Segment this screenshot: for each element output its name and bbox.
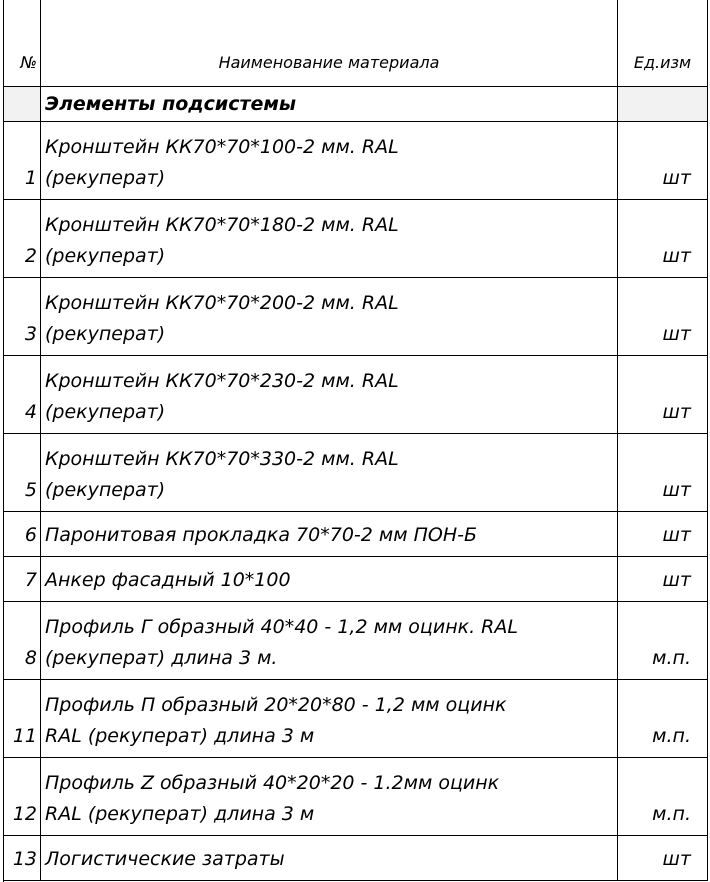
row-unit[interactable]: шт (618, 278, 708, 356)
row-name-line2: RAL (рекуперат) длина 3 м (45, 803, 315, 825)
row-name-line1: Кронштейн КК70*70*330-2 мм. RAL (45, 448, 399, 470)
row-name-line2: (рекуперат) (45, 323, 166, 345)
row-unit[interactable]: шт (618, 512, 708, 557)
row-num[interactable]: 4 (4, 356, 41, 434)
row-num[interactable]: 6 (4, 512, 41, 557)
row-unit[interactable]: шт (618, 200, 708, 278)
row-name[interactable] (41, 602, 618, 680)
grid-line-tail (3, 874, 4, 882)
row-unit[interactable]: шт (618, 557, 708, 602)
row-name[interactable]: Анкер фасадный 10*100 (41, 557, 618, 602)
row-unit[interactable]: шт (618, 356, 708, 434)
row-name[interactable] (41, 278, 618, 356)
row-name-line2: RAL (рекуперат) длина 3 м (45, 725, 315, 747)
row-name[interactable] (41, 758, 618, 836)
row-name-line2: (рекуперат) (45, 401, 166, 423)
table-row (4, 200, 708, 278)
row-name[interactable]: Паронитовая прокладка 70*70-2 мм ПОН-Б (41, 512, 618, 557)
row-name-line1: Профиль П образный 20*20*80 - 1,2 мм оцинк (45, 694, 507, 716)
header-row (4, 0, 708, 87)
row-unit[interactable]: м.п. (618, 758, 708, 836)
row-name[interactable]: Логистические затраты (41, 836, 618, 881)
row-name-line1: Профиль Z образный 40*20*20 - 1.2мм оцинк (45, 772, 500, 794)
table-row (4, 122, 708, 200)
row-unit[interactable]: шт (618, 836, 708, 881)
row-num[interactable]: 8 (4, 602, 41, 680)
table-row (4, 434, 708, 512)
row-num[interactable]: 5 (4, 434, 41, 512)
header-name[interactable]: Наименование материала (41, 0, 618, 87)
table-row (4, 836, 708, 881)
row-name-line2: (рекуперат) (45, 245, 166, 267)
table-row (4, 356, 708, 434)
row-name[interactable] (41, 680, 618, 758)
table-row (4, 512, 708, 557)
row-name-line1: Профиль Г образный 40*40 - 1,2 мм оцинк. RAL (45, 616, 518, 638)
table-row (4, 557, 708, 602)
section-title[interactable]: Элементы подсистемы (41, 87, 618, 122)
row-num[interactable]: 1 (4, 122, 41, 200)
row-name[interactable] (41, 122, 618, 200)
row-num[interactable]: 11 (4, 680, 41, 758)
row-unit[interactable]: м.п. (618, 680, 708, 758)
row-name-line2: (рекуперат) (45, 167, 166, 189)
header-unit[interactable]: Ед.изм (618, 0, 708, 87)
row-num[interactable]: 13 (4, 836, 41, 881)
row-name-line2: (рекуперат) длина 3 м. (45, 647, 278, 669)
row-name-line1: Кронштейн КК70*70*200-2 мм. RAL (45, 292, 399, 314)
header-num[interactable]: № (4, 0, 41, 87)
materials-table (3, 0, 708, 881)
row-name[interactable] (41, 200, 618, 278)
row-unit[interactable]: м.п. (618, 602, 708, 680)
table-row (4, 680, 708, 758)
row-name-line1: Кронштейн КК70*70*230-2 мм. RAL (45, 370, 399, 392)
row-name-line1: Кронштейн КК70*70*100-2 мм. RAL (45, 136, 399, 158)
row-name[interactable] (41, 356, 618, 434)
row-name-line1: Кронштейн КК70*70*180-2 мм. RAL (45, 214, 399, 236)
row-name-line2: (рекуперат) (45, 479, 166, 501)
table-row (4, 758, 708, 836)
row-num[interactable]: 2 (4, 200, 41, 278)
row-unit[interactable]: шт (618, 434, 708, 512)
row-unit[interactable]: шт (618, 122, 708, 200)
row-num[interactable]: 7 (4, 557, 41, 602)
section-num-cell[interactable] (4, 87, 41, 122)
row-num[interactable]: 3 (4, 278, 41, 356)
table-row (4, 278, 708, 356)
section-row (4, 87, 708, 122)
row-name[interactable] (41, 434, 618, 512)
row-num[interactable]: 12 (4, 758, 41, 836)
section-unit-cell[interactable] (618, 87, 708, 122)
table-row (4, 602, 708, 680)
